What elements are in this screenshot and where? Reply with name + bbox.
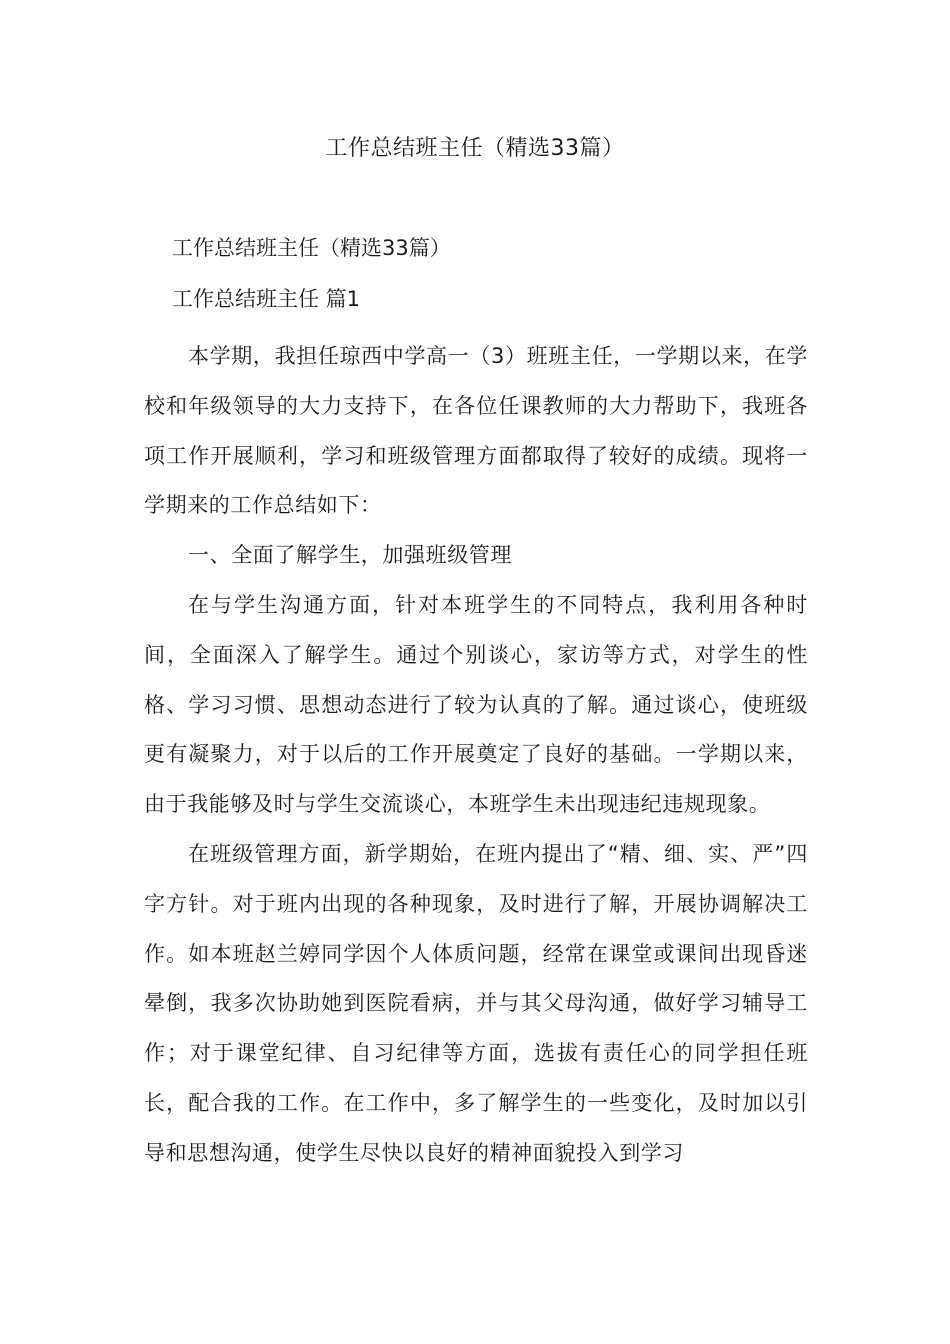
document-title: 工作总结班主任（精选33篇） xyxy=(325,136,625,161)
paragraph-subheading: 一、全面了解学生，加强班级管理 xyxy=(188,543,512,568)
document-subtitle: 工作总结班主任（精选33篇） xyxy=(172,236,451,260)
document-body xyxy=(144,332,808,1179)
section-heading: 工作总结班主任 篇1 xyxy=(172,287,361,311)
paragraph-intro: 本学期，我担任琼西中学高一（3）班班主任，一学期以来，在学校和年级领导的大力支持下，在各位任课教师的大力帮助下，我班各项工作开展顺利，学习和班级管理方面都取得了较好的成绩。现将一学期来的工作总结如下： xyxy=(144,344,808,518)
paragraph-management: 在班级管理方面，新学期始，在班内提出了“精、细、实、严”四字方针。对于班内出现的各种现象，及时进行了解，开展协调解决工作。如本班赵兰婷同学因个人体质问题，经常在课堂或课间出现昏迷晕倒，我多次协助她到医院看病，并与其父母沟通，做好学习辅导工作；对于课堂纪律、自习纪律等方面，选拔有责任心的同学担任班长，配合我的工作。在工作中，多了解学生的一些变化，及时加以引导和思想沟通，使学生尽快以良好的精神面貌投入到学习 xyxy=(144,841,808,1165)
paragraph-communication: 在与学生沟通方面，针对本班学生的不同特点，我利用各种时间，全面深入了解学生。通过个别谈心，家访等方式，对学生的性格、学习习惯、思想动态进行了较为认真的了解。通过谈心，使班级更有凝聚力，对于以后的工作开展奠定了良好的基础。一学期以来，由于我能够及时与学生交流谈心，本班学生未出现违纪违规现象。 xyxy=(144,592,808,817)
